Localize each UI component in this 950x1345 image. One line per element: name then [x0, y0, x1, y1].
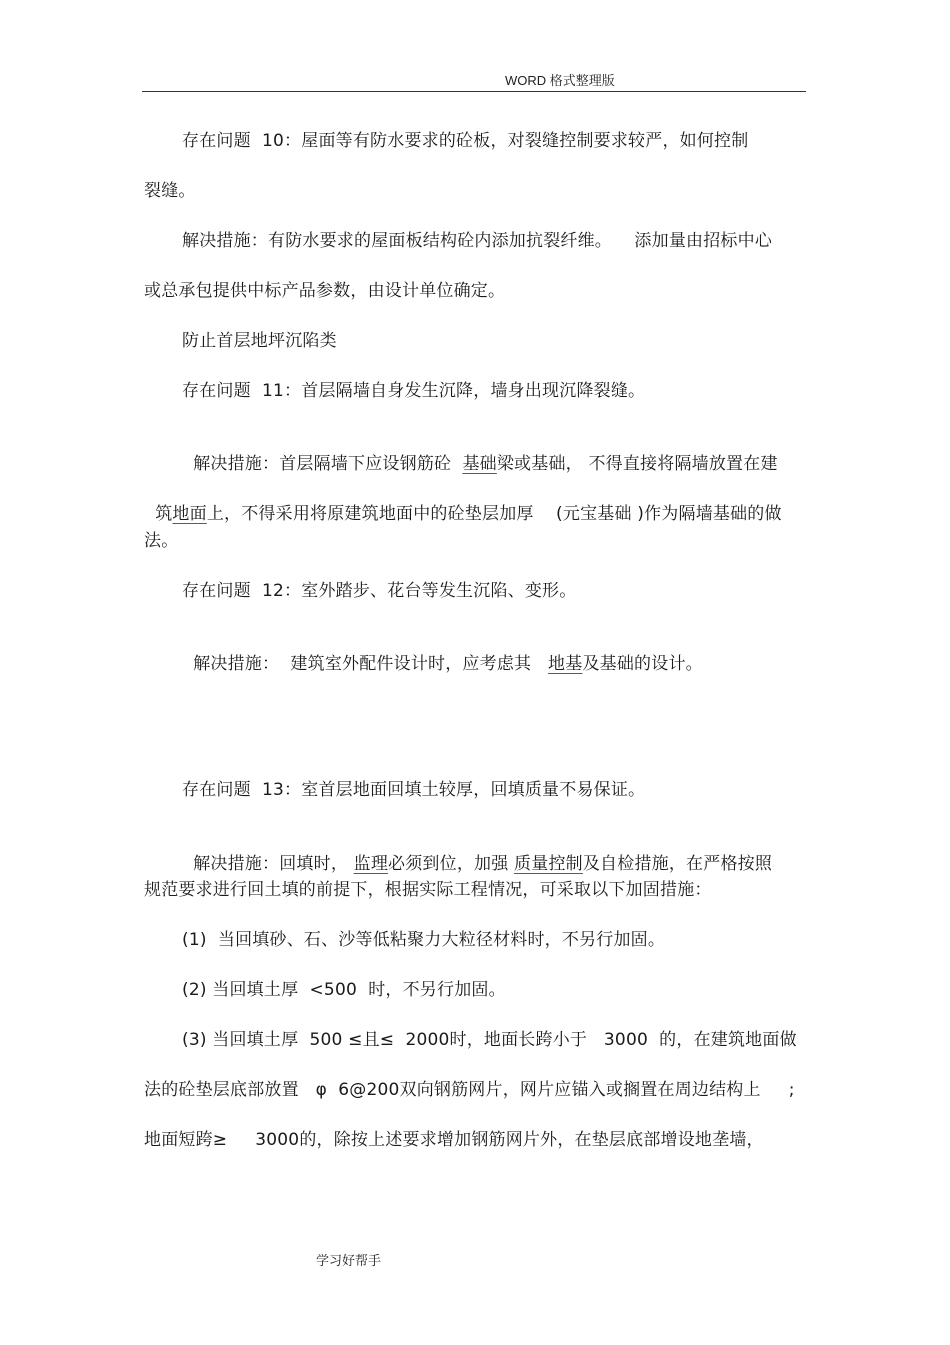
paragraph-line: 解决措施： 建筑室外配件设计时，应考虑其 地基及基础的设计。: [193, 654, 703, 674]
footer-text: 学习好帮手: [316, 1254, 382, 1269]
header-title: WORD 格式整理版: [505, 73, 615, 88]
paragraph-line: 地面短跨≥ 3000的，除按上述要求增加钢筋网片外，在垫层底部增设地垄墙，: [144, 1130, 764, 1150]
paragraph-line: 筑地面上，不得采用将原建筑地面中的砼垫层加厚 (元宝基础 )作为隔墙基础的做: [155, 504, 782, 524]
section-heading: 防止首层地坪沉陷类: [182, 331, 337, 351]
paragraph-line: 存在问题 13：室首层地面回填土较厚，回填质量不易保证。: [182, 780, 646, 800]
paragraph-line: 存在问题 12：室外踏步、花台等发生沉陷、变形。: [182, 581, 577, 601]
keyword-link[interactable]: 基础: [462, 454, 497, 474]
keyword-link[interactable]: 质量控制: [514, 854, 583, 874]
paragraph-line: 规范要求进行回土填的前提下，根据实际工程情况，可采取以下加固措施：: [144, 880, 712, 900]
paragraph-line: 裂缝。: [144, 181, 196, 201]
list-item: (1) 当回填砂、石、沙等低粘聚力大粒径材料时，不另行加固。: [182, 930, 666, 950]
paragraph-line: 解决措施：首层隔墙下应设钢筋砼 基础梁或基础， 不得直接将隔墙放置在建: [193, 454, 778, 474]
list-item: (2) 当回填土厚 <500 时，不另行加固。: [182, 980, 506, 1000]
paragraph-line: 法。: [144, 531, 179, 551]
paragraph-line: 解决措施：有防水要求的屋面板结构砼内添加抗裂纤维。 添加量由招标中心: [182, 231, 773, 251]
header-divider: [142, 91, 806, 92]
list-item: (3) 当回填土厚 500 ≤且≤ 2000时，地面长跨小于 3000 的，在建筑地面做: [182, 1030, 797, 1050]
paragraph-line: 法的砼垫层底部放置 φ 6@200双向钢筋网片，网片应锚入或搁置在周边结构上 ;: [144, 1080, 795, 1100]
keyword-link[interactable]: 地基: [548, 654, 583, 674]
paragraph-line: 存在问题 11：首层隔墙自身发生沉降，墙身出现沉降裂缝。: [182, 381, 646, 401]
paragraph-line: 存在问题 10：屋面等有防水要求的砼板，对裂缝控制要求较严，如何控制: [182, 131, 749, 151]
paragraph-line: 解决措施：回填时， 监理必须到位，加强 质量控制及自检措施，在严格按照: [193, 854, 773, 874]
keyword-link[interactable]: 监理: [353, 854, 389, 874]
paragraph-line: 或总承包提供中标产品参数，由设计单位确定。: [144, 281, 506, 301]
keyword-link[interactable]: 地面: [172, 504, 207, 524]
